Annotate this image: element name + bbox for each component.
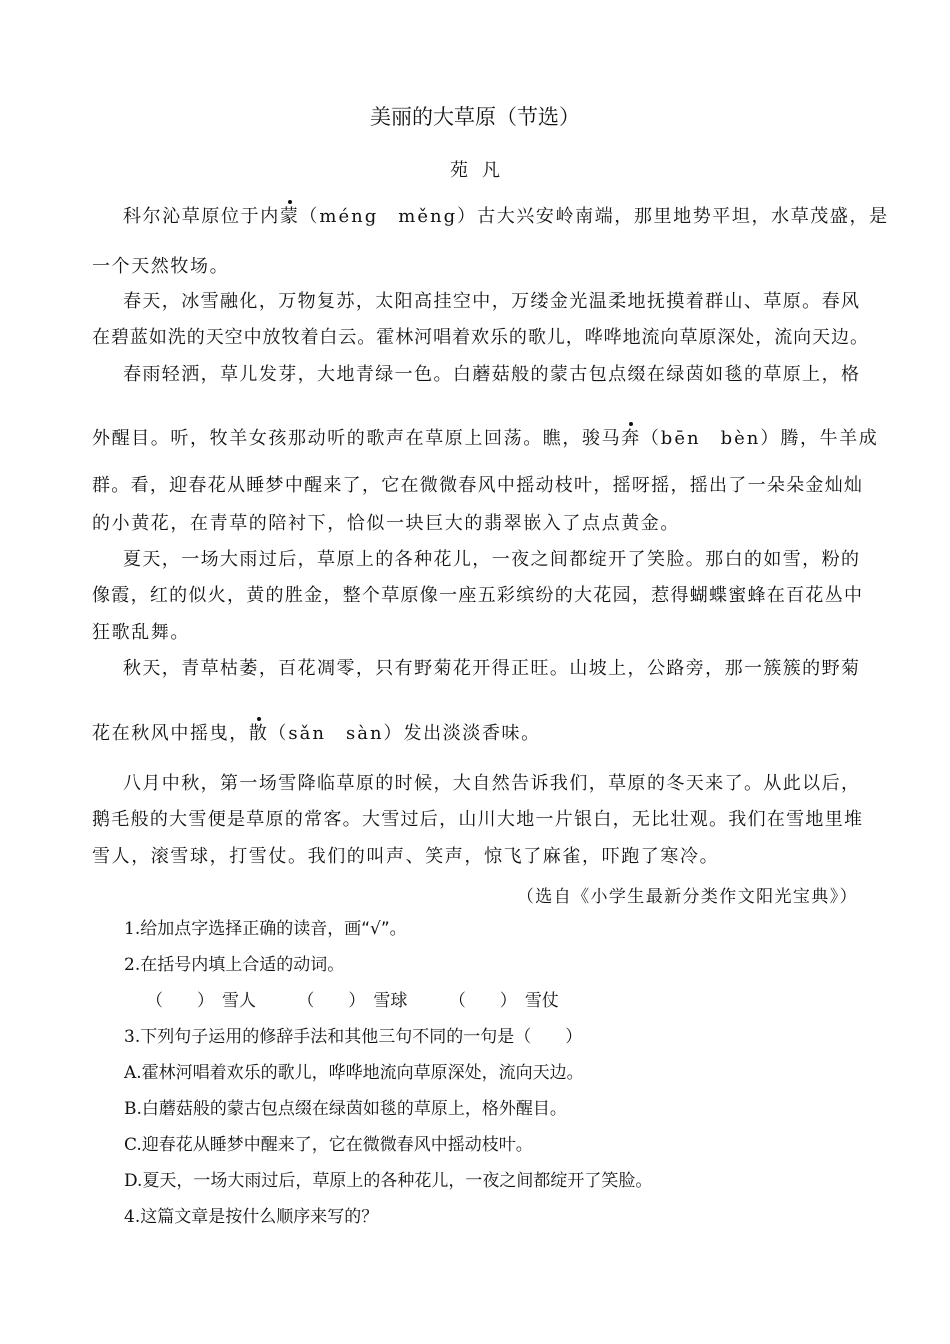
- option-text: 霍林河唱着欢乐的歌儿，哗哗地流向草原深处，流向天边。: [141, 1063, 584, 1083]
- paragraph-3-line-2: [92, 427, 878, 451]
- text-span: 外醒目。听，牧羊女孩那动听的歌声在草原上回荡。瞧，骏马: [92, 428, 622, 449]
- question-2: [124, 953, 344, 977]
- pinyin-choice[interactable]: （méng měng）: [299, 206, 478, 227]
- question-number: 4.: [124, 1207, 141, 1227]
- question-text: 给加点字选择正确的读音，画“√”。: [140, 919, 407, 939]
- text-span: 腾，牛羊成: [780, 428, 879, 449]
- answer-blank[interactable]: （ ）: [448, 991, 517, 1011]
- paragraph-4-line-1: 夏天，一场大雨过后，草原上的各种花儿，一夜之间都绽开了笑脸。那白的如雪，粉的: [123, 549, 859, 570]
- question-3-option-b[interactable]: [124, 1097, 567, 1121]
- question-number: 1.: [124, 919, 141, 939]
- question-3-option-c[interactable]: [124, 1133, 533, 1157]
- paragraph-6-line-2: 鹅毛般的大雪便是草原的常客。大雪过后，山川大地一片银白，无比壮观。我们在雪地里堆: [92, 809, 862, 830]
- question-3-option-d[interactable]: [124, 1169, 652, 1193]
- option-text: 迎春花从睡梦中醒来了，它在微微春风中摇动枝叶。: [141, 1135, 533, 1155]
- paragraph-3-line-3: 群。看，迎春花从睡梦中醒来了，它在微微春风中摇动枝叶，摇呀摇，摇出了一朵朵金灿灿: [92, 475, 862, 496]
- text-span: 科尔沁草原位于内: [123, 206, 280, 227]
- article-title: 美丽的大草原（节选）: [370, 105, 580, 129]
- option-text: 夏天，一场大雨过后，草原上的各种花儿，一夜之间都绽开了笑脸。: [142, 1171, 653, 1191]
- pinyin-choice[interactable]: （bēn bèn）: [640, 428, 781, 449]
- question-3: [124, 1025, 582, 1049]
- blank-word: 雪球: [373, 991, 408, 1011]
- option-letter: B.: [124, 1099, 142, 1119]
- paragraph-2-line-2: 在碧蓝如洗的天空中放牧着白云。霍林河唱着欢乐的歌儿，哗哗地流向草原深处，流向天边。: [92, 327, 868, 348]
- question-text: 下列句子运用的修辞手法和其他三句不同的一句是（ ）: [140, 1027, 583, 1047]
- pinyin-choice[interactable]: （sǎn sàn）: [268, 723, 404, 744]
- question-text: 这篇文章是按什么顺序来写的？: [140, 1207, 379, 1227]
- article-source: （选自《小学生最新分类作文阳光宝典》）: [516, 887, 858, 907]
- paragraph-6-line-3: 雪人，滚雪球，打雪仗。我们的叫声、笑声，惊飞了麻雀，吓跑了寒冷。: [92, 846, 720, 867]
- text-span: 古大兴安岭南端，那里地势平坦，水草茂盛，是: [477, 206, 889, 227]
- option-letter: C.: [124, 1135, 142, 1155]
- paragraph-3-line-4: 的小黄花，在青草的陪衬下，恰似一块巨大的翡翠嵌入了点点黄金。: [92, 513, 680, 534]
- question-2-blanks: [146, 989, 595, 1013]
- dotted-character: 奔: [621, 428, 641, 449]
- blank-group-2: [297, 989, 407, 1013]
- answer-blank[interactable]: （ ）: [146, 991, 214, 1011]
- question-4: [124, 1205, 378, 1229]
- paragraph-5-line-1: 秋天，青草枯萎，百花凋零，只有野菊花开得正旺。山坡上，公路旁，那一簇簇的野菊: [123, 658, 859, 679]
- blank-group-3: [449, 989, 559, 1013]
- paragraph-1-line-2: 一个天然牧场。: [92, 256, 230, 277]
- question-3-option-a[interactable]: [124, 1061, 584, 1085]
- answer-blank[interactable]: （ ）: [297, 991, 366, 1011]
- paragraph-1-line-1: [123, 205, 889, 229]
- question-number: 2.: [124, 955, 141, 975]
- paragraph-5-line-2: [92, 722, 541, 746]
- paragraph-2-line-1: 春天，冰雪融化，万物复苏，太阳高挂空中，万缕金光温柔地抚摸着群山、草原。春风: [123, 291, 859, 312]
- blank-word: 雪人: [222, 991, 256, 1011]
- question-1: [124, 917, 407, 941]
- text-span: 花在秋风中摇曳，: [92, 723, 249, 744]
- article-author: 苑凡: [450, 160, 514, 181]
- question-text: 在括号内填上合适的动词。: [140, 955, 345, 975]
- option-letter: D.: [124, 1171, 143, 1191]
- option-text: 白蘑菇般的蒙古包点缀在绿茵如毯的草原上，格外醒目。: [141, 1099, 567, 1119]
- blank-word: 雪仗: [524, 991, 559, 1011]
- paragraph-6-line-1: 八月中秋，第一场雪降临草原的时候，大自然告诉我们，草原的冬天来了。从此以后，: [123, 773, 859, 794]
- paragraph-3-line-1: 春雨轻洒，草儿发芽，大地青绿一色。白蘑菇般的蒙古包点缀在绿茵如毯的草原上，格: [123, 364, 859, 385]
- option-letter: A.: [124, 1063, 142, 1083]
- question-number: 3.: [124, 1027, 141, 1047]
- text-span: 发出淡淡香味。: [403, 723, 541, 744]
- blank-group-1: [146, 989, 256, 1013]
- paragraph-4-line-2: 像霞，红的似火，黄的胜金，整个草原像一座五彩缤纷的大花园，惹得蝴蝶蜜蜂在百花丛中: [92, 585, 862, 606]
- paragraph-4-line-3: 狂歌乱舞。: [92, 622, 190, 643]
- dotted-character: 蒙: [279, 206, 300, 227]
- dotted-character: 散: [248, 723, 269, 744]
